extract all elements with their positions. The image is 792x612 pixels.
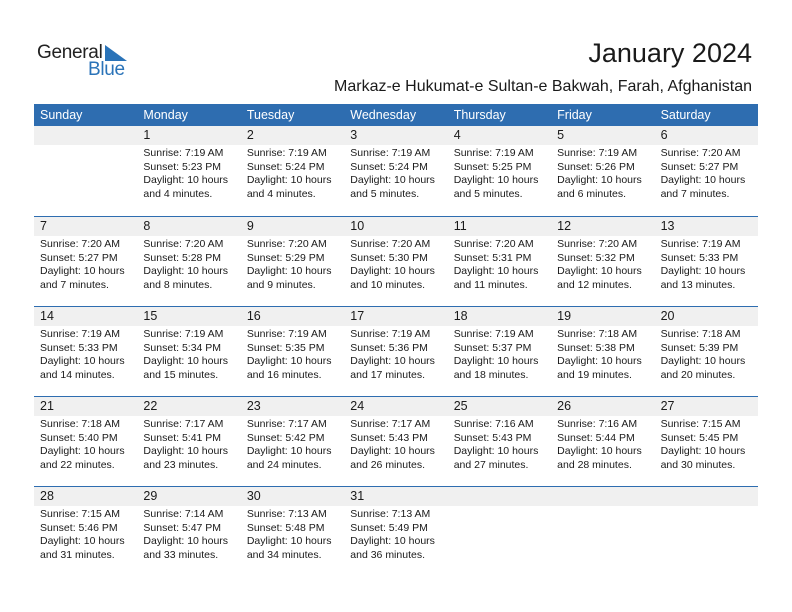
sun-info <box>350 508 447 562</box>
daylight-text: Daylight: 10 hours <box>143 355 229 367</box>
sun-info <box>40 418 137 472</box>
minutes-text: and 30 minutes. <box>660 458 736 471</box>
minutes-text: and 5 minutes. <box>453 187 523 200</box>
sunrise-text: Sunrise: 7:19 AM <box>246 328 327 340</box>
week-row <box>34 306 758 396</box>
daylight-text: Daylight: 10 hours <box>453 445 539 457</box>
minutes-text: and 11 minutes. <box>453 278 528 291</box>
sun-info <box>454 147 551 201</box>
sunset-text: Sunset: 5:43 PM <box>453 431 532 444</box>
sunset-text: Sunset: 5:48 PM <box>246 521 325 534</box>
day-cell <box>137 307 240 396</box>
daylight-text: Daylight: 10 hours <box>143 535 229 547</box>
minutes-text: and 12 minutes. <box>557 278 632 291</box>
weekday-thursday: Thursday <box>453 108 506 122</box>
day-cell <box>241 397 344 486</box>
sunset-text: Sunset: 5:46 PM <box>40 521 118 534</box>
day-cell <box>655 307 758 396</box>
location-subtitle: Markaz-e Hukumat-e Sultan-e Bakwah, Farah, Afghanistan <box>334 78 752 95</box>
daylight-text: Daylight: 10 hours <box>40 265 125 277</box>
day-cell <box>34 307 137 396</box>
day-number: 8 <box>143 219 151 233</box>
sun-info <box>143 328 240 382</box>
sun-info <box>350 328 447 382</box>
day-cell <box>551 487 654 576</box>
sunset-text: Sunset: 5:29 PM <box>246 251 325 264</box>
day-number: 18 <box>453 309 468 323</box>
day-cell <box>551 307 654 396</box>
sun-info <box>247 328 344 382</box>
calendar-grid <box>34 104 758 576</box>
sunset-text: Sunset: 5:43 PM <box>350 431 428 444</box>
sunset-text: Sunset: 5:41 PM <box>143 431 222 444</box>
sunset-text: Sunset: 5:27 PM <box>40 251 118 264</box>
minutes-text: and 7 minutes. <box>40 278 109 291</box>
week-row <box>34 126 758 216</box>
day-cell <box>448 126 551 216</box>
daylight-text: Daylight: 10 hours <box>143 445 229 457</box>
sun-info <box>143 147 240 201</box>
daylight-text: Daylight: 10 hours <box>246 355 332 367</box>
sunrise-text: Sunrise: 7:20 AM <box>557 238 638 250</box>
day-cell <box>655 217 758 306</box>
sun-info <box>350 418 447 472</box>
day-number: 27 <box>660 399 675 413</box>
daylight-text: Daylight: 10 hours <box>557 265 642 277</box>
daylight-text: Daylight: 10 hours <box>143 265 229 277</box>
sunrise-text: Sunrise: 7:19 AM <box>143 147 224 159</box>
logo-text-general: General <box>37 42 103 63</box>
sunrise-text: Sunrise: 7:19 AM <box>453 328 534 340</box>
sun-info <box>247 147 344 201</box>
sun-info <box>454 328 551 382</box>
sunset-text: Sunset: 5:33 PM <box>40 341 118 354</box>
sunset-text: Sunset: 5:23 PM <box>143 160 222 173</box>
sun-info <box>247 418 344 472</box>
day-cell <box>137 397 240 486</box>
day-cell <box>34 397 137 486</box>
day-number <box>40 126 137 145</box>
sunrise-text: Sunrise: 7:14 AM <box>143 508 224 520</box>
sunrise-text: Sunrise: 7:20 AM <box>143 238 224 250</box>
sunset-text: Sunset: 5:39 PM <box>660 341 739 354</box>
sunrise-text: Sunrise: 7:20 AM <box>350 238 431 250</box>
day-number: 19 <box>557 309 572 323</box>
day-cell <box>34 487 137 576</box>
day-number: 23 <box>246 399 261 413</box>
day-cell <box>344 487 447 576</box>
daylight-text: Daylight: 10 hours <box>246 445 332 457</box>
sunset-text: Sunset: 5:33 PM <box>660 251 739 264</box>
sunrise-text: Sunrise: 7:19 AM <box>557 147 638 159</box>
sunrise-text: Sunrise: 7:18 AM <box>557 328 638 340</box>
daylight-text: Daylight: 10 hours <box>350 445 435 457</box>
day-number: 2 <box>246 128 254 142</box>
minutes-text: and 31 minutes. <box>40 548 115 561</box>
sunset-text: Sunset: 5:35 PM <box>246 341 325 354</box>
sunset-text: Sunset: 5:24 PM <box>246 160 325 173</box>
day-number: 14 <box>40 309 54 323</box>
minutes-text: and 6 minutes. <box>557 187 627 200</box>
sunset-text: Sunset: 5:37 PM <box>453 341 532 354</box>
daylight-text: Daylight: 10 hours <box>660 265 746 277</box>
minutes-text: and 8 minutes. <box>143 278 213 291</box>
sun-info <box>350 147 447 201</box>
day-number: 15 <box>143 309 158 323</box>
daylight-text: Daylight: 10 hours <box>143 174 229 186</box>
day-cell <box>344 217 447 306</box>
daylight-text: Daylight: 10 hours <box>246 265 332 277</box>
minutes-text: and 26 minutes. <box>350 458 425 471</box>
sunset-text: Sunset: 5:32 PM <box>557 251 635 264</box>
sunset-text: Sunset: 5:38 PM <box>557 341 635 354</box>
day-number: 10 <box>350 219 365 233</box>
day-number: 12 <box>557 219 572 233</box>
sunrise-text: Sunrise: 7:20 AM <box>246 238 327 250</box>
sun-info <box>350 238 447 292</box>
sunset-text: Sunset: 5:34 PM <box>143 341 222 354</box>
minutes-text: and 14 minutes. <box>40 368 115 381</box>
sun-info <box>143 418 240 472</box>
daylight-text: Daylight: 10 hours <box>350 535 435 547</box>
sunset-text: Sunset: 5:36 PM <box>350 341 428 354</box>
sunset-text: Sunset: 5:47 PM <box>143 521 222 534</box>
daylight-text: Daylight: 10 hours <box>557 445 642 457</box>
sun-info <box>557 418 654 472</box>
sunset-text: Sunset: 5:28 PM <box>143 251 222 264</box>
weekday-header-row <box>34 104 758 126</box>
day-number <box>454 487 551 506</box>
day-cell <box>655 397 758 486</box>
minutes-text: and 23 minutes. <box>143 458 219 471</box>
daylight-text: Daylight: 10 hours <box>40 445 125 457</box>
daylight-text: Daylight: 10 hours <box>40 355 125 367</box>
day-cell <box>448 487 551 576</box>
weekday-wednesday: Wednesday <box>350 108 417 122</box>
day-cell <box>137 217 240 306</box>
daylight-text: Daylight: 10 hours <box>557 355 642 367</box>
daylight-text: Daylight: 10 hours <box>660 355 746 367</box>
minutes-text: and 7 minutes. <box>660 187 730 200</box>
day-number: 13 <box>660 219 675 233</box>
day-cell <box>137 126 240 216</box>
minutes-text: and 18 minutes. <box>453 368 529 381</box>
sun-info <box>557 147 654 201</box>
daylight-text: Daylight: 10 hours <box>557 174 642 186</box>
sun-info <box>40 238 137 292</box>
day-number: 16 <box>246 309 261 323</box>
sunset-text: Sunset: 5:27 PM <box>660 160 739 173</box>
sunrise-text: Sunrise: 7:19 AM <box>453 147 534 159</box>
day-number: 5 <box>557 128 565 142</box>
sunset-text: Sunset: 5:44 PM <box>557 431 635 444</box>
day-number: 6 <box>660 128 668 142</box>
sun-info <box>143 238 240 292</box>
sun-info <box>661 147 758 201</box>
day-number: 1 <box>143 128 151 142</box>
day-cell <box>551 217 654 306</box>
minutes-text: and 13 minutes. <box>660 278 736 291</box>
sunset-text: Sunset: 5:30 PM <box>350 251 428 264</box>
sun-info <box>454 418 551 472</box>
day-cell <box>448 217 551 306</box>
minutes-text: and 10 minutes. <box>350 278 425 291</box>
day-number: 30 <box>246 489 261 503</box>
weekday-tuesday: Tuesday <box>246 108 295 122</box>
day-cell <box>241 307 344 396</box>
day-number: 17 <box>350 309 365 323</box>
day-number: 4 <box>453 128 461 142</box>
sunset-text: Sunset: 5:24 PM <box>350 160 428 173</box>
minutes-text: and 27 minutes. <box>453 458 529 471</box>
day-cell <box>448 397 551 486</box>
sunrise-text: Sunrise: 7:19 AM <box>143 328 224 340</box>
sunrise-text: Sunrise: 7:16 AM <box>453 418 534 430</box>
day-number <box>661 487 758 506</box>
day-cell <box>34 217 137 306</box>
day-cell <box>655 487 758 576</box>
daylight-text: Daylight: 10 hours <box>350 174 435 186</box>
sunrise-text: Sunrise: 7:15 AM <box>660 418 741 430</box>
minutes-text: and 34 minutes. <box>246 548 322 561</box>
logo-text-blue: Blue <box>88 59 125 80</box>
daylight-text: Daylight: 10 hours <box>246 174 332 186</box>
day-number: 21 <box>40 399 54 413</box>
minutes-text: and 9 minutes. <box>246 278 316 291</box>
sun-info <box>557 328 654 382</box>
sunset-text: Sunset: 5:26 PM <box>557 160 635 173</box>
sun-info <box>661 238 758 292</box>
day-number: 28 <box>40 489 54 503</box>
sun-info <box>661 328 758 382</box>
minutes-text: and 4 minutes. <box>143 187 213 200</box>
daylight-text: Daylight: 10 hours <box>660 445 746 457</box>
day-number: 3 <box>350 128 358 142</box>
day-cell <box>344 397 447 486</box>
day-cell <box>241 126 344 216</box>
sunrise-text: Sunrise: 7:20 AM <box>453 238 534 250</box>
minutes-text: and 4 minutes. <box>246 187 316 200</box>
daylight-text: Daylight: 10 hours <box>350 265 435 277</box>
sun-info <box>247 238 344 292</box>
sun-info <box>454 238 551 292</box>
day-cell <box>551 126 654 216</box>
daylight-text: Daylight: 10 hours <box>246 535 332 547</box>
day-cell <box>241 487 344 576</box>
sunrise-text: Sunrise: 7:20 AM <box>660 147 741 159</box>
sun-info <box>557 238 654 292</box>
sunrise-text: Sunrise: 7:15 AM <box>40 508 120 520</box>
day-number: 24 <box>350 399 365 413</box>
sunrise-text: Sunrise: 7:18 AM <box>660 328 741 340</box>
day-number: 26 <box>557 399 572 413</box>
sunrise-text: Sunrise: 7:19 AM <box>350 328 431 340</box>
minutes-text: and 33 minutes. <box>143 548 219 561</box>
day-number: 11 <box>453 219 467 233</box>
minutes-text: and 20 minutes. <box>660 368 736 381</box>
sunrise-text: Sunrise: 7:19 AM <box>40 328 120 340</box>
day-cell <box>551 397 654 486</box>
daylight-text: Daylight: 10 hours <box>350 355 435 367</box>
week-row <box>34 486 758 576</box>
day-cell <box>344 126 447 216</box>
minutes-text: and 5 minutes. <box>350 187 420 200</box>
sun-info <box>661 418 758 472</box>
sunset-text: Sunset: 5:31 PM <box>453 251 532 264</box>
day-number <box>557 487 654 506</box>
weekday-friday: Friday <box>557 108 592 122</box>
sunrise-text: Sunrise: 7:13 AM <box>246 508 327 520</box>
sunrise-text: Sunrise: 7:13 AM <box>350 508 431 520</box>
sunrise-text: Sunrise: 7:17 AM <box>143 418 224 430</box>
minutes-text: and 15 minutes. <box>143 368 219 381</box>
minutes-text: and 16 minutes. <box>246 368 322 381</box>
day-number: 31 <box>350 489 365 503</box>
day-cell <box>34 126 137 216</box>
sunset-text: Sunset: 5:42 PM <box>246 431 325 444</box>
weekday-monday: Monday <box>143 108 188 122</box>
week-row <box>34 396 758 486</box>
day-number: 20 <box>660 309 675 323</box>
generalblue-logo <box>37 42 137 82</box>
day-number: 22 <box>143 399 158 413</box>
week-row <box>34 216 758 306</box>
sunrise-text: Sunrise: 7:16 AM <box>557 418 638 430</box>
weekday-saturday: Saturday <box>660 108 711 122</box>
day-cell <box>448 307 551 396</box>
minutes-text: and 24 minutes. <box>246 458 322 471</box>
daylight-text: Daylight: 10 hours <box>660 174 746 186</box>
sunrise-text: Sunrise: 7:17 AM <box>350 418 431 430</box>
sunrise-text: Sunrise: 7:19 AM <box>660 238 741 250</box>
day-number: 25 <box>453 399 468 413</box>
sunset-text: Sunset: 5:49 PM <box>350 521 428 534</box>
sunrise-text: Sunrise: 7:18 AM <box>40 418 120 430</box>
minutes-text: and 22 minutes. <box>40 458 115 471</box>
day-number: 29 <box>143 489 158 503</box>
sunset-text: Sunset: 5:40 PM <box>40 431 118 444</box>
minutes-text: and 19 minutes. <box>557 368 632 381</box>
sunrise-text: Sunrise: 7:17 AM <box>246 418 327 430</box>
daylight-text: Daylight: 10 hours <box>453 174 539 186</box>
sun-info <box>247 508 344 562</box>
sunrise-text: Sunrise: 7:19 AM <box>246 147 327 159</box>
day-cell <box>655 126 758 216</box>
day-number: 9 <box>246 219 254 233</box>
day-cell <box>344 307 447 396</box>
day-cell <box>241 217 344 306</box>
day-cell <box>137 487 240 576</box>
minutes-text: and 28 minutes. <box>557 458 632 471</box>
daylight-text: Daylight: 10 hours <box>40 535 125 547</box>
daylight-text: Daylight: 10 hours <box>453 355 539 367</box>
sun-info <box>143 508 240 562</box>
sunset-text: Sunset: 5:45 PM <box>660 431 739 444</box>
minutes-text: and 36 minutes. <box>350 548 425 561</box>
sunrise-text: Sunrise: 7:19 AM <box>350 147 431 159</box>
page-title: January 2024 <box>588 38 752 68</box>
day-number: 7 <box>40 219 47 233</box>
minutes-text: and 17 minutes. <box>350 368 425 381</box>
sunrise-text: Sunrise: 7:20 AM <box>40 238 120 250</box>
sunset-text: Sunset: 5:25 PM <box>453 160 532 173</box>
sun-info <box>40 328 137 382</box>
daylight-text: Daylight: 10 hours <box>453 265 539 277</box>
weekday-sunday: Sunday <box>40 108 83 122</box>
sun-info <box>40 508 137 562</box>
